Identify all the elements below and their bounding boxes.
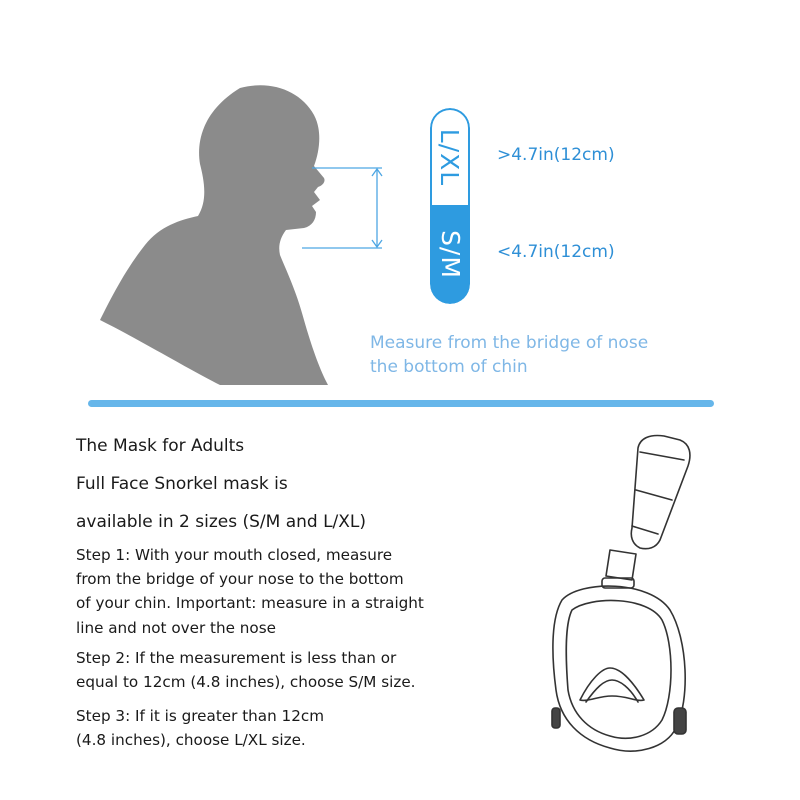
measure-note [370,331,648,379]
size-segment-large [430,108,470,205]
title-line: available in 2 sizes (S/M and L/XL) [76,512,367,532]
step-3 [76,704,496,752]
step-1 [76,543,496,640]
step-line: Step 2: If the measurement is less than or [76,649,397,667]
step-line: of your chin. Important: measure in a straight [76,594,424,613]
step-line: from the bridge of your nose to the bottom [76,570,404,589]
size-label-large: L/XL [435,128,465,187]
head-silhouette-icon [100,80,400,385]
size-label-small: S/M [435,230,465,279]
size-bar [430,108,470,304]
title-line: The Mask for Adults [76,436,245,456]
size-value-large: >4.7in(12cm) [497,145,615,165]
measure-note-line: the bottom of chin [370,357,528,377]
step-2 [76,646,496,694]
step-line: line and not over the nose [76,618,276,637]
measure-note-line: Measure from the bridge of nose [370,333,649,353]
step-line: (4.8 inches), choose L/XL size. [76,731,306,750]
step-line: Step 1: With your mouth closed, measure [76,546,393,564]
size-segment-small [430,205,470,304]
divider [88,400,714,407]
step-line: equal to 12cm (4.8 inches), choose S/M size. [76,673,416,692]
snorkel-mask-icon [540,430,710,760]
size-value-small: <4.7in(12cm) [497,242,615,262]
step-line: Step 3: If it is greater than 12cm [76,707,325,725]
title-line: Full Face Snorkel mask is [76,474,288,494]
